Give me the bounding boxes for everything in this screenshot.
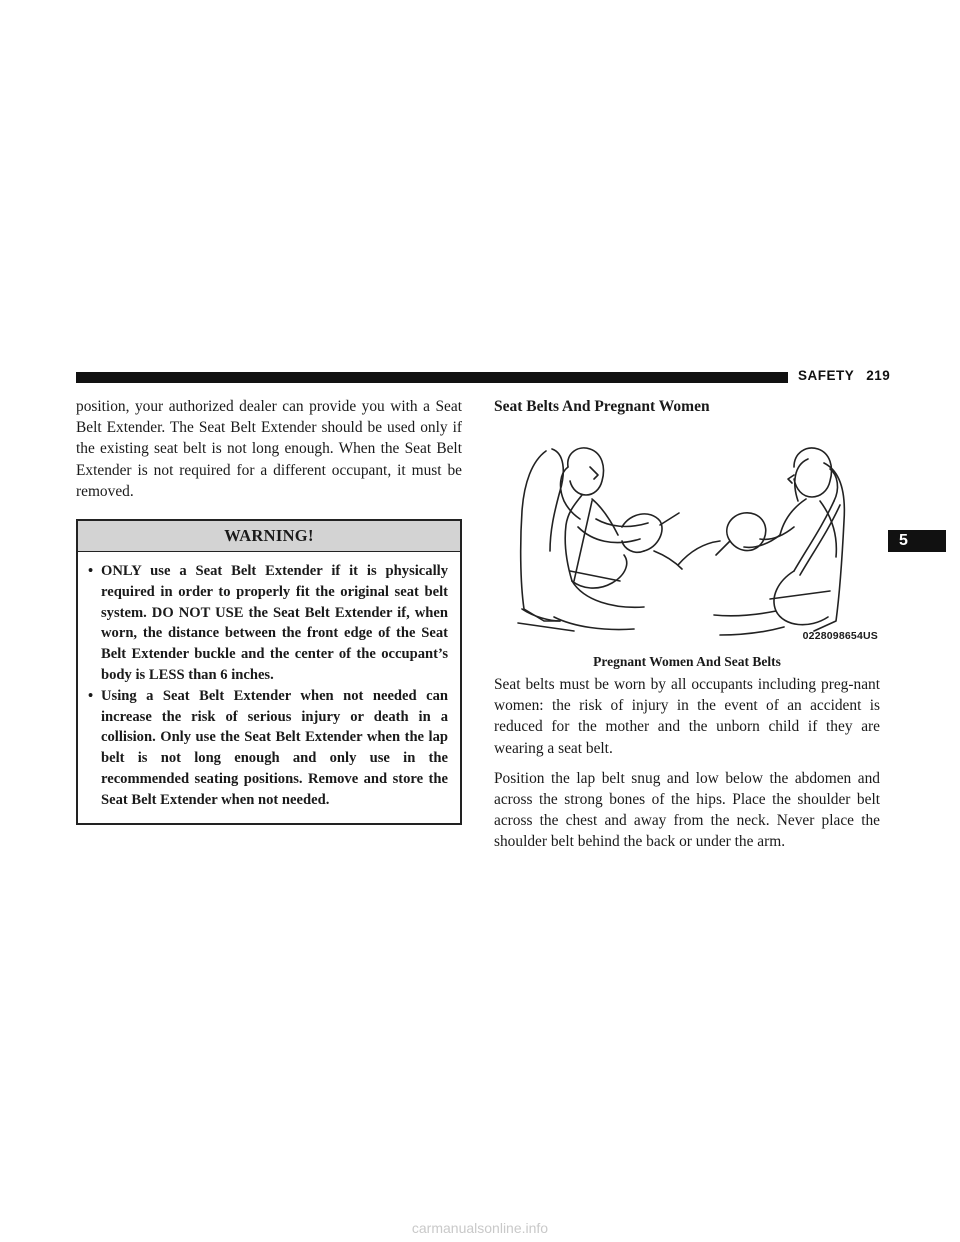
figure-code: 0228098654US xyxy=(802,630,878,642)
paragraph: Seat belts must be worn by all occupants including preg-nant women: the risk of injury in the event of an accident is reduced for the mother and the unborn child if they are wearing a seat belt. xyxy=(494,676,880,757)
warning-list xyxy=(78,552,460,823)
header-rule xyxy=(76,372,788,383)
warning-item-text: Using a Seat Belt Extender when not needed can increase the risk of serious injury or death in a collision. Only use the Seat Belt Extender when the lap belt is not long enough and only use in the recommended seating positions. Remove and store the Seat Belt Extender when not needed. xyxy=(101,687,448,808)
warning-item xyxy=(88,561,448,686)
bullet-icon: • xyxy=(88,563,94,580)
paragraph: Position the lap belt snug and low below the abdomen and across the strong bones of the hips. Place the shoulder belt across the chest and away from the neck. Never place the shoulder belt behind the back or under the arm. xyxy=(494,769,880,851)
footer-watermark[interactable]: carmanualsonline.info xyxy=(411,1220,549,1236)
running-header xyxy=(798,368,908,388)
section-title: SAFETY xyxy=(798,368,855,383)
chapter-tab xyxy=(888,530,946,552)
left-column xyxy=(76,396,462,825)
warning-item xyxy=(88,686,448,811)
seatbelt-illustration-icon xyxy=(494,431,880,653)
section-heading: Seat Belts And Pregnant Women xyxy=(494,398,710,415)
bullet-icon: • xyxy=(88,687,94,704)
warning-title: WARNING! xyxy=(78,521,460,552)
warning-box xyxy=(76,519,462,825)
figure-caption: Pregnant Women And Seat Belts xyxy=(593,654,781,669)
intro-paragraph: position, your authorized dealer can provide you with a Seat Belt Extender. The Seat Belt Extender should be used only if the existing seat belt is not long enough. When the Seat Belt Extender is not required for a different occupant, it must be removed. xyxy=(76,398,462,500)
page-number: 219 xyxy=(866,368,891,383)
right-column xyxy=(494,396,880,853)
chapter-number: 5 xyxy=(899,532,908,549)
pregnant-women-illustration xyxy=(494,431,880,653)
warning-item-text: ONLY use a Seat Belt Extender if it is physically required in order to properly fit the original seat belt system. DO NOT USE the Seat Belt Extender if, when worn, the distance between the front edge of the Seat Belt Extender buckle and the center of the occupant’s body is LESS than 6 inches. xyxy=(101,563,448,683)
